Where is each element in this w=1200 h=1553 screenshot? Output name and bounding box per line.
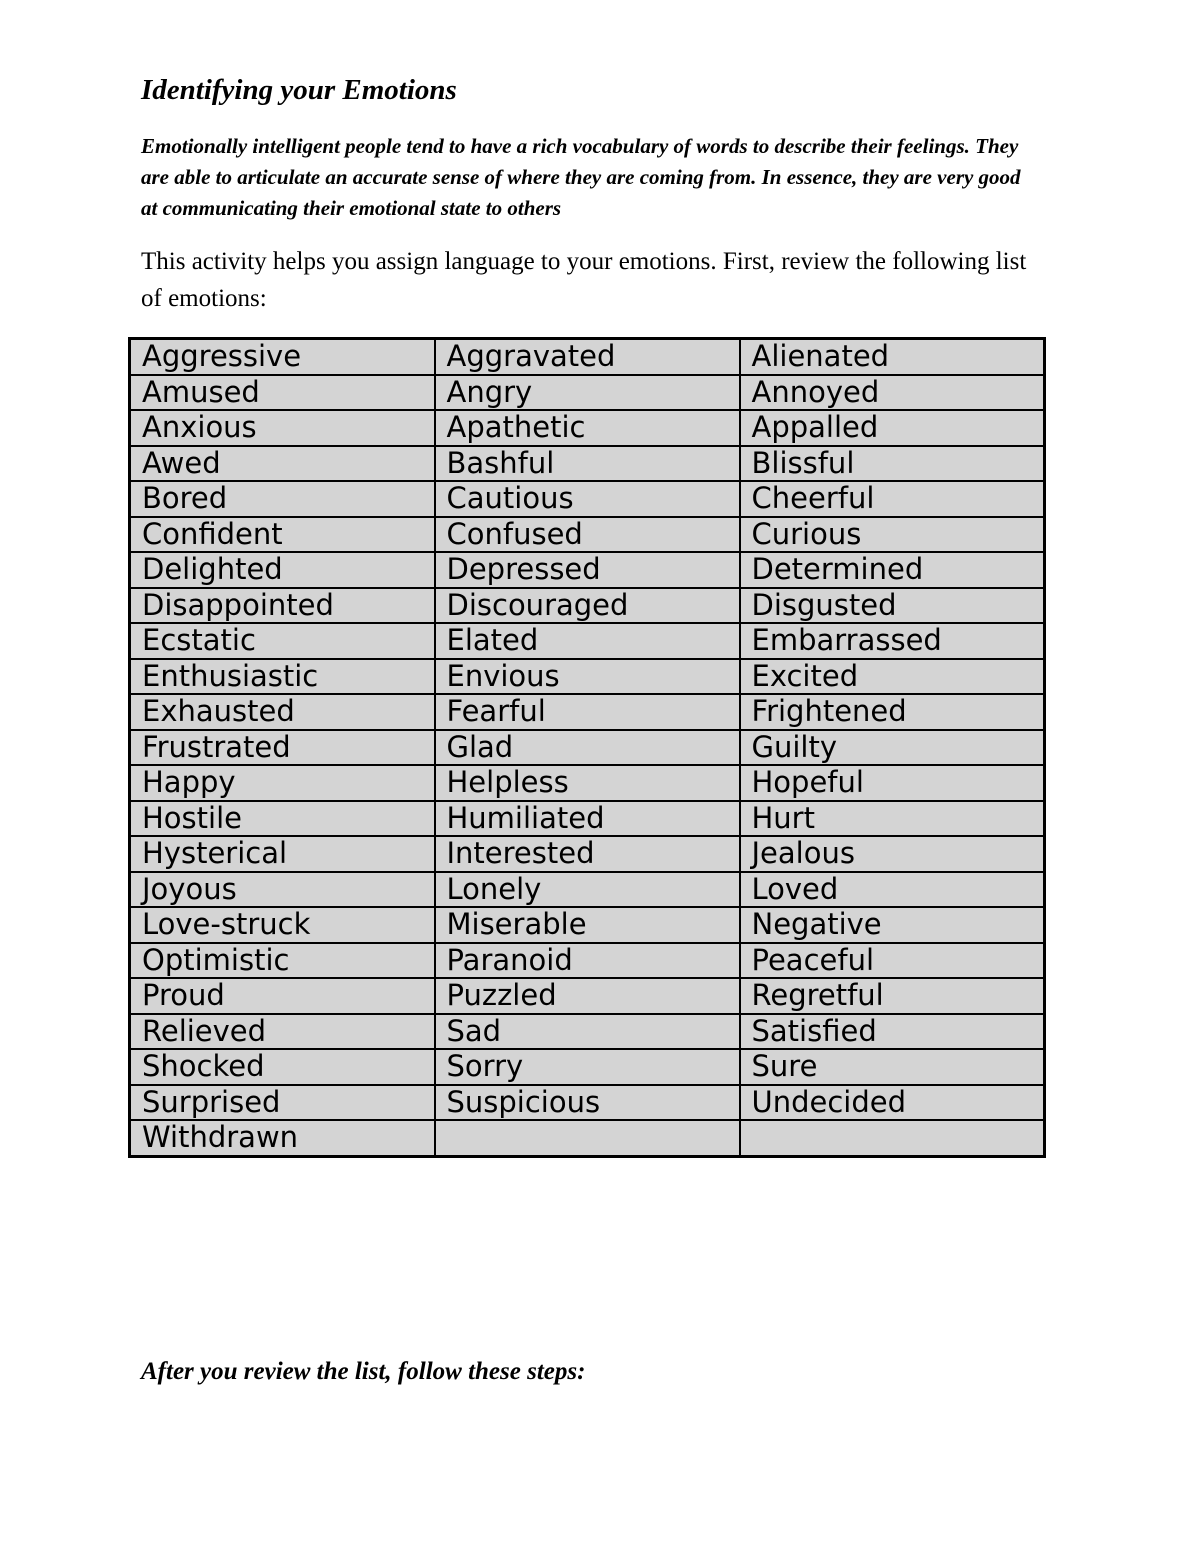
table-row [130, 694, 1045, 730]
table-row [130, 1085, 1045, 1121]
emotion-cell: Discouraged [435, 588, 740, 624]
emotion-cell: Disappointed [130, 588, 435, 624]
emotion-cell: Sorry [435, 1049, 740, 1085]
emotion-cell: Elated [435, 623, 740, 659]
emotion-cell: Suspicious [435, 1085, 740, 1121]
emotion-cell: Lonely [435, 872, 740, 908]
emotion-cell: Cheerful [740, 481, 1045, 517]
emotion-cell: Glad [435, 730, 740, 766]
table-row [130, 481, 1045, 517]
table-row [130, 552, 1045, 588]
emotion-cell: Happy [130, 765, 435, 801]
emotion-cell: Hostile [130, 801, 435, 837]
emotion-cell: Interested [435, 836, 740, 872]
table-row [130, 339, 1045, 375]
emotion-cell [740, 1120, 1045, 1156]
emotion-cell: Confused [435, 517, 740, 553]
table-row [130, 446, 1045, 482]
emotion-cell: Depressed [435, 552, 740, 588]
emotion-cell: Frustrated [130, 730, 435, 766]
emotion-cell: Joyous [130, 872, 435, 908]
emotion-cell: Envious [435, 659, 740, 695]
table-row [130, 1049, 1045, 1085]
emotion-cell: Blissful [740, 446, 1045, 482]
emotion-cell: Sure [740, 1049, 1045, 1085]
emotions-table [128, 337, 1046, 1158]
emotion-cell: Aggressive [130, 339, 435, 375]
intro-paragraph: Emotionally intelligent people tend to have a rich vocabulary of words to describe their feelings. They are able to articulate an accurate sense of where they are coming from. In essence, they are very good at communicating their emotional state to others [141, 134, 1021, 220]
emotion-cell: Withdrawn [130, 1120, 435, 1156]
emotion-cell: Humiliated [435, 801, 740, 837]
table-row [130, 517, 1045, 553]
emotion-cell: Apathetic [435, 410, 740, 446]
emotion-cell: Loved [740, 872, 1045, 908]
emotions-table-body [130, 339, 1045, 1157]
emotion-cell: Optimistic [130, 943, 435, 979]
emotion-cell: Amused [130, 375, 435, 411]
emotion-cell: Guilty [740, 730, 1045, 766]
emotion-cell: Sad [435, 1014, 740, 1050]
emotion-cell: Determined [740, 552, 1045, 588]
emotion-cell: Jealous [740, 836, 1045, 872]
emotion-cell: Bored [130, 481, 435, 517]
emotion-cell: Appalled [740, 410, 1045, 446]
table-row [130, 801, 1045, 837]
emotion-cell: Paranoid [435, 943, 740, 979]
table-row [130, 1014, 1045, 1050]
document-title: Identifying your Emotions [141, 74, 457, 106]
emotion-cell: Satisfied [740, 1014, 1045, 1050]
table-row [130, 765, 1045, 801]
table-row [130, 588, 1045, 624]
emotion-cell: Helpless [435, 765, 740, 801]
emotion-cell: Shocked [130, 1049, 435, 1085]
emotion-cell: Fearful [435, 694, 740, 730]
emotion-cell: Confident [130, 517, 435, 553]
emotion-cell: Ecstatic [130, 623, 435, 659]
emotion-cell: Undecided [740, 1085, 1045, 1121]
table-row [130, 659, 1045, 695]
emotion-cell: Alienated [740, 339, 1045, 375]
emotion-cell: Peaceful [740, 943, 1045, 979]
emotion-cell: Frightened [740, 694, 1045, 730]
table-row [130, 1120, 1045, 1156]
table-row [130, 907, 1045, 943]
table-row [130, 943, 1045, 979]
table-row [130, 978, 1045, 1014]
emotion-cell: Enthusiastic [130, 659, 435, 695]
emotion-cell: Relieved [130, 1014, 435, 1050]
emotion-cell: Hopeful [740, 765, 1045, 801]
emotion-cell: Aggravated [435, 339, 740, 375]
emotion-cell: Excited [740, 659, 1045, 695]
emotion-cell: Regretful [740, 978, 1045, 1014]
emotion-cell: Hysterical [130, 836, 435, 872]
emotion-cell [435, 1120, 740, 1156]
emotion-cell: Annoyed [740, 375, 1045, 411]
emotion-cell: Awed [130, 446, 435, 482]
emotion-cell: Puzzled [435, 978, 740, 1014]
emotion-cell: Negative [740, 907, 1045, 943]
table-row [130, 872, 1045, 908]
table-row [130, 375, 1045, 411]
emotion-cell: Delighted [130, 552, 435, 588]
emotion-cell: Anxious [130, 410, 435, 446]
emotion-cell: Disgusted [740, 588, 1045, 624]
table-row [130, 410, 1045, 446]
emotion-cell: Surprised [130, 1085, 435, 1121]
emotion-cell: Curious [740, 517, 1045, 553]
emotion-cell: Proud [130, 978, 435, 1014]
emotion-cell: Hurt [740, 801, 1045, 837]
table-row [130, 836, 1045, 872]
steps-heading: After you review the list, follow these steps: [141, 1358, 586, 1385]
emotion-cell: Love-struck [130, 907, 435, 943]
emotion-cell: Miserable [435, 907, 740, 943]
table-row [130, 730, 1045, 766]
emotion-cell: Angry [435, 375, 740, 411]
table-row [130, 623, 1045, 659]
activity-instructions: This activity helps you assign language to your emotions. First, review the following list of emotions: [141, 248, 1027, 312]
emotion-cell: Embarrassed [740, 623, 1045, 659]
emotion-cell: Exhausted [130, 694, 435, 730]
emotion-cell: Bashful [435, 446, 740, 482]
emotion-cell: Cautious [435, 481, 740, 517]
